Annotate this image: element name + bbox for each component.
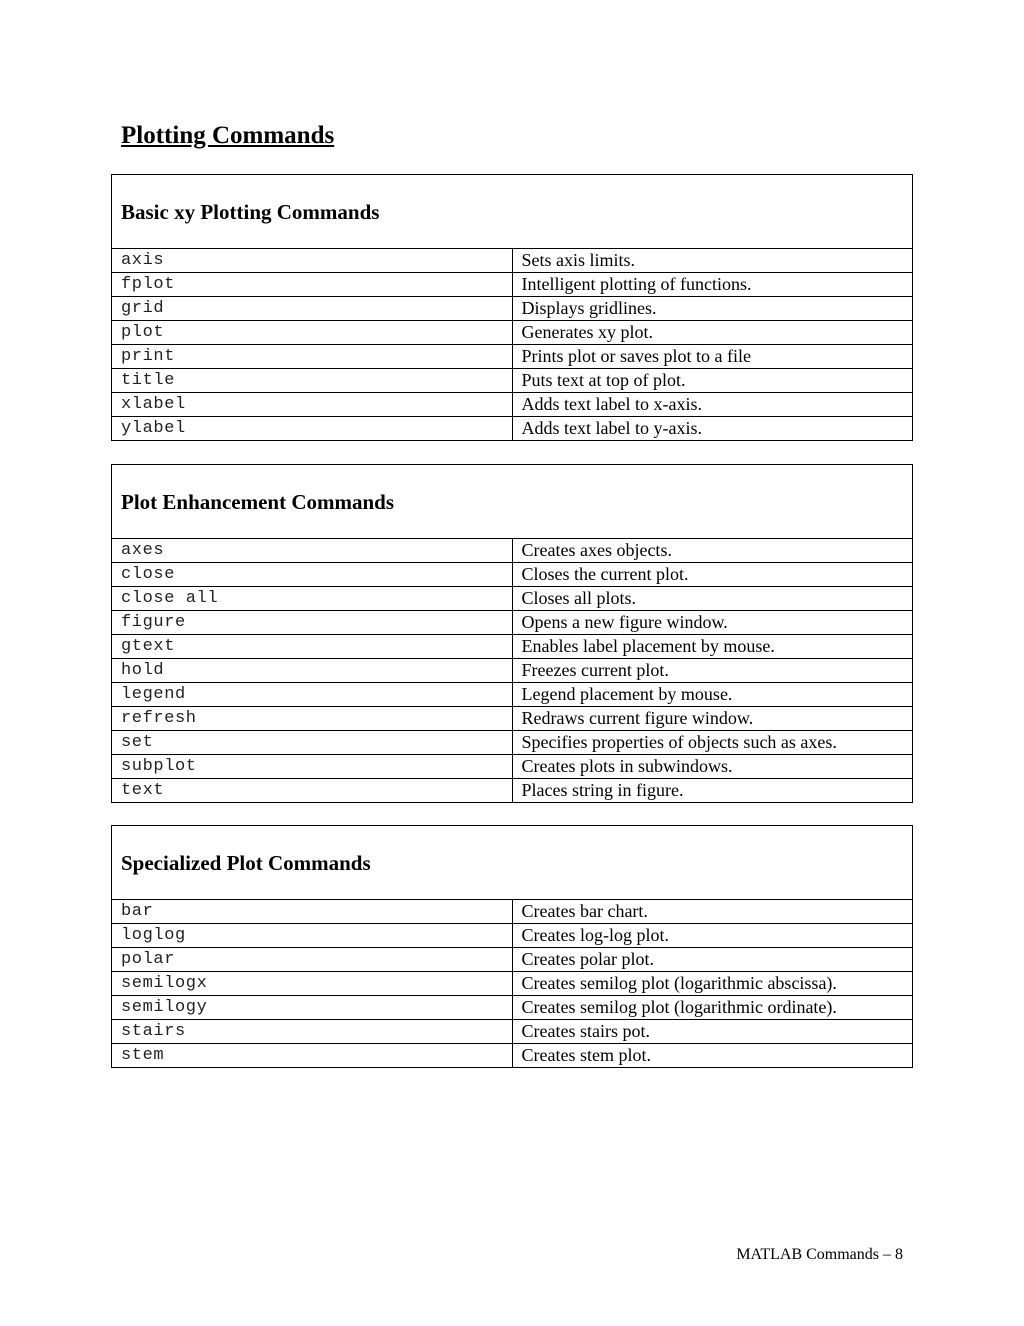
command-description: Generates xy plot. [512,321,913,345]
command-name: bar [112,900,513,924]
command-description: Freezes current plot. [512,659,913,683]
table-row [112,1044,913,1068]
table-row [112,924,913,948]
command-name: text [112,779,513,803]
command-name: gtext [112,635,513,659]
command-description: Creates stairs pot. [512,1020,913,1044]
command-name: figure [112,611,513,635]
page-title: Plotting Commands [121,122,335,149]
table-row [112,539,913,563]
command-name: polar [112,948,513,972]
command-name: title [112,369,513,393]
command-name: subplot [112,755,513,779]
table-row [112,587,913,611]
command-description: Creates axes objects. [512,539,913,563]
page-footer: MATLAB Commands – 8 [736,1246,903,1263]
command-name: semilogy [112,996,513,1020]
command-description: Specifies properties of objects such as axes. [512,731,913,755]
command-description: Creates semilog plot (logarithmic abscissa). [512,972,913,996]
table-row [112,779,913,803]
section-title: Basic xy Plotting Commands [112,175,913,249]
command-name: axes [112,539,513,563]
command-name: legend [112,683,513,707]
command-name: xlabel [112,393,513,417]
command-name: close [112,563,513,587]
specialized-plot-table [111,825,913,1068]
basic-xy-plotting-table [111,174,913,441]
command-description: Puts text at top of plot. [512,369,913,393]
table-row [112,563,913,587]
command-name: axis [112,249,513,273]
command-name: plot [112,321,513,345]
command-name: ylabel [112,417,513,441]
table-row [112,683,913,707]
table-row [112,948,913,972]
command-description: Displays gridlines. [512,297,913,321]
plot-enhancement-table [111,464,913,803]
table-row [112,393,913,417]
command-description: Closes the current plot. [512,563,913,587]
table-row [112,249,913,273]
command-name: semilogx [112,972,513,996]
command-description: Prints plot or saves plot to a file [512,345,913,369]
table-row [112,972,913,996]
command-description: Redraws current figure window. [512,707,913,731]
command-description: Legend placement by mouse. [512,683,913,707]
command-name: stem [112,1044,513,1068]
command-description: Adds text label to y-axis. [512,417,913,441]
table-row [112,659,913,683]
table-row [112,635,913,659]
command-description: Closes all plots. [512,587,913,611]
command-description: Creates plots in subwindows. [512,755,913,779]
command-description: Creates polar plot. [512,948,913,972]
command-name: hold [112,659,513,683]
table-row [112,297,913,321]
table-row [112,1020,913,1044]
command-description: Opens a new figure window. [512,611,913,635]
command-name: loglog [112,924,513,948]
command-name: stairs [112,1020,513,1044]
command-name: grid [112,297,513,321]
command-description: Creates log-log plot. [512,924,913,948]
command-description: Creates bar chart. [512,900,913,924]
section-title: Plot Enhancement Commands [112,465,913,539]
section-title: Specialized Plot Commands [112,826,913,900]
table-row [112,707,913,731]
command-description: Sets axis limits. [512,249,913,273]
command-description: Creates stem plot. [512,1044,913,1068]
table-row [112,321,913,345]
table-row [112,611,913,635]
command-name: refresh [112,707,513,731]
table-row [112,345,913,369]
command-name: fplot [112,273,513,297]
table-row [112,900,913,924]
command-description: Places string in figure. [512,779,913,803]
command-description: Enables label placement by mouse. [512,635,913,659]
table-row [112,417,913,441]
table-row [112,755,913,779]
command-description: Adds text label to x-axis. [512,393,913,417]
command-name: print [112,345,513,369]
table-row [112,731,913,755]
command-name: set [112,731,513,755]
table-row [112,369,913,393]
command-name: close all [112,587,513,611]
command-description: Intelligent plotting of functions. [512,273,913,297]
command-description: Creates semilog plot (logarithmic ordinate). [512,996,913,1020]
table-row [112,996,913,1020]
table-row [112,273,913,297]
